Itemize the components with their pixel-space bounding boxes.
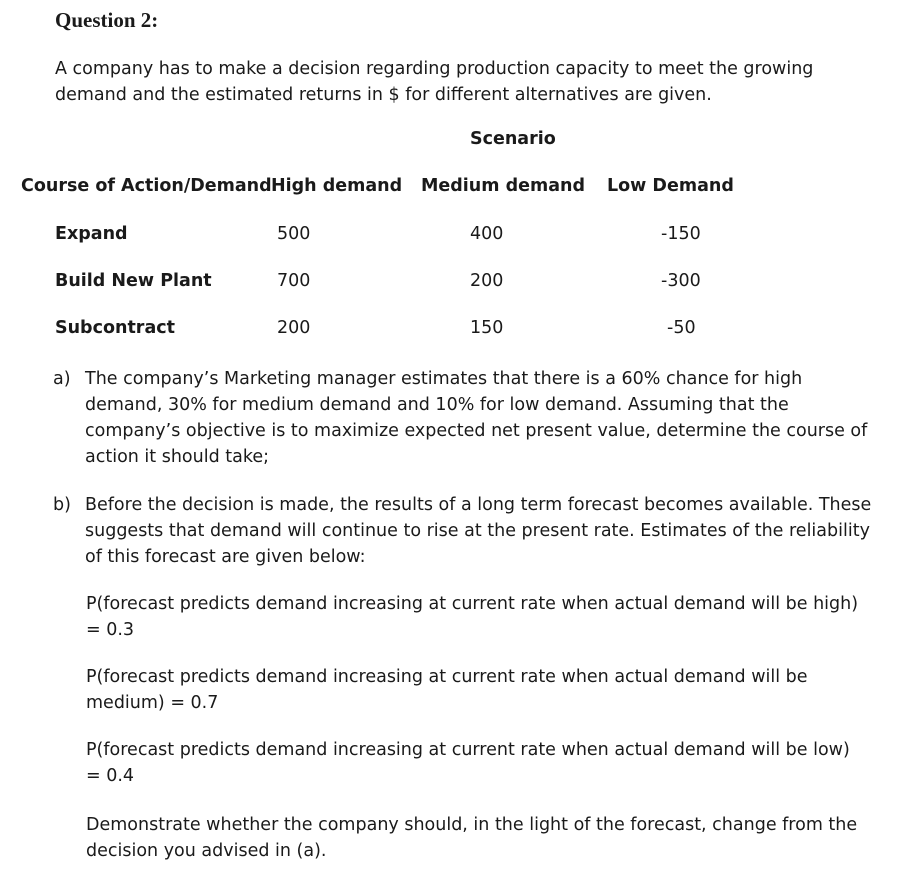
closing-line: Demonstrate whether the company should, in the light of the forecast, change from the (86, 815, 858, 835)
part-a-line: demand, 30% for medium demand and 10% for low demand. Assuming that the (85, 395, 789, 415)
part-b-line: of this forecast are given below: (85, 547, 366, 567)
prob-low (86, 737, 850, 789)
part-b-text (85, 492, 871, 570)
prob-low-line: = 0.4 (86, 766, 135, 786)
cell-subcontract-medium: 150 (470, 318, 504, 338)
row-label-expand: Expand (55, 224, 128, 244)
cell-expand-low: -150 (661, 224, 701, 244)
part-b-line: Before the decision is made, the results of a long term forecast becomes available. These (85, 495, 872, 515)
prob-low-line: P(forecast predicts demand increasing at current rate when actual demand will be low) (86, 740, 850, 760)
row-label-build-new-plant: Build New Plant (55, 271, 212, 291)
prob-medium-line: P(forecast predicts demand increasing at current rate when actual demand will be (86, 667, 808, 687)
header-course-of-action: Course of Action/Demand (21, 176, 272, 196)
part-a-line: action it should take; (85, 447, 270, 467)
part-a-line: The company’s Marketing manager estimates that there is a 60% chance for high (85, 369, 803, 389)
cell-build-high: 700 (277, 271, 311, 291)
cell-expand-medium: 400 (470, 224, 504, 244)
part-a (53, 366, 873, 476)
part-b (53, 492, 883, 572)
cell-subcontract-low: -50 (667, 318, 696, 338)
header-low-demand: Low Demand (607, 176, 734, 196)
row-label-subcontract: Subcontract (55, 318, 175, 338)
prob-high-line: P(forecast predicts demand increasing at current rate when actual demand will be high) (86, 594, 859, 614)
question-title: Question 2: (55, 8, 159, 32)
closing-question (86, 812, 857, 864)
cell-build-medium: 200 (470, 271, 504, 291)
header-medium-demand: Medium demand (421, 176, 586, 196)
prob-medium (86, 664, 808, 716)
prob-high-line: = 0.3 (86, 620, 135, 640)
part-b-marker: b) (53, 495, 71, 515)
part-a-line: company’s objective is to maximize expected net present value, determine the course of (85, 421, 868, 441)
cell-expand-high: 500 (277, 224, 311, 244)
cell-subcontract-high: 200 (277, 318, 311, 338)
closing-line: decision you advised in (a). (86, 841, 327, 861)
scenario-heading: Scenario (470, 129, 556, 149)
intro-paragraph (55, 56, 813, 108)
part-b-line: suggests that demand will continue to rise at the present rate. Estimates of the reliability (85, 521, 870, 541)
prob-high (86, 591, 858, 643)
intro-line: demand and the estimated returns in $ for different alternatives are given. (55, 85, 712, 105)
header-high-demand: High demand (271, 176, 403, 196)
cell-build-low: -300 (661, 271, 701, 291)
part-a-marker: a) (53, 369, 71, 389)
intro-line: A company has to make a decision regarding production capacity to meet the growing (55, 59, 814, 79)
part-a-text (85, 366, 867, 470)
prob-medium-line: medium) = 0.7 (86, 693, 219, 713)
